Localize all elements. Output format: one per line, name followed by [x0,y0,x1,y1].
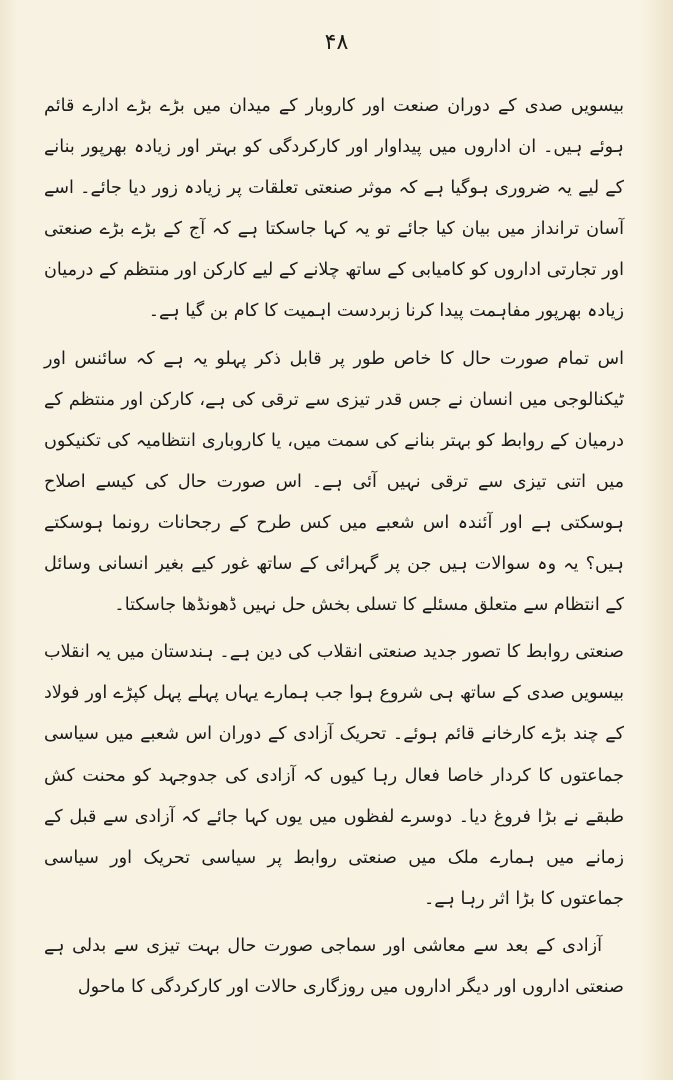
paragraph-4: آزادی کے بعد سے معاشی اور سماجی صورت حال بہت تیزی سے بدلی ہے صنعتی اداروں اور دیگر اداروں میں روزگاری حالات اور کارکردگی کا ماحول [44,935,624,997]
body-text [44,86,624,1008]
page-number: ۴۸ [324,30,349,55]
paragraph-3: صنعتی روابط کا تصور جدید صنعتی انقلاب کی دین ہے۔ ہندستان میں یہ انقلاب بیسویں صدی کے ساتھ ہی شروع ہوا جب ہمارے یہاں پہلے پہل کپڑے اور فولاد کے چند بڑے کارخانے قائم ہوئے۔ تحریک آزادی کے دوران اس شعبے میں سیاسی جماعتوں کا کردار خاصا فعال رہا کیوں کہ آزادی کی جدوجہد کو محنت کش طبقے نے بڑا فروغ دیا۔ دوسرے لفظوں میں یوں کہا جائے کہ آزادی سے قبل کے زمانے میں ہمارے ملک میں صنعتی روابط پر سیاسی تحریک اور سیاسی جماعتوں کا بڑا اثر رہا ہے۔ [44,642,624,909]
paragraph-2: اس تمام صورت حال کا خاص طور پر قابل ذکر پہلو یہ ہے کہ سائنس اور ٹیکنالوجی میں انسان نے جس قدر تیزی سے ترقی کی ہے، کارکن اور منتظم کے درمیان کے روابط کو بہتر بنانے کی سمت میں، یا کاروباری انتظامیہ کی تکنیکوں میں اتنی تیزی سے ترقی نہیں آئی ہے۔ اس صورت حال کی کیسے اصلاح ہوسکتی ہے اور آئندہ اس شعبے میں کس طرح کے رجحانات رونما ہوسکتے ہیں؟ یہ وہ سوالات ہیں جن پر گہرائی کے ساتھ غور کیے بغیر انسانی وسائل کے انتظام سے متعلق مسئلے کا تسلی بخش حل نہیں ڈھونڈھا جاسکتا۔ [44,348,624,616]
paragraph-1: بیسویں صدی کے دوران صنعت اور کاروبار کے میدان میں بڑے بڑے ادارے قائم ہوئے ہیں۔ ان اداروں میں پیداوار اور کارکردگی کو بہتر اور زیادہ بھرپور بنانے کے لیے یہ ضروری ہوگیا ہے کہ موثر صنعتی تعلقات پر زیادہ زور دیا جائے۔ اسے آسان ترانداز میں بیان کیا جائے تو یہ کہا جاسکتا ہے کہ آج کے بڑے بڑے صنعتی اور تجارتی اداروں کو کامیابی کے ساتھ چلانے کے لیے کارکن اور منتظم کے درمیان زیادہ بھرپور مفاہمت پیدا کرنا زبردست اہمیت کا کام بن گیا ہے۔ [44,96,624,322]
